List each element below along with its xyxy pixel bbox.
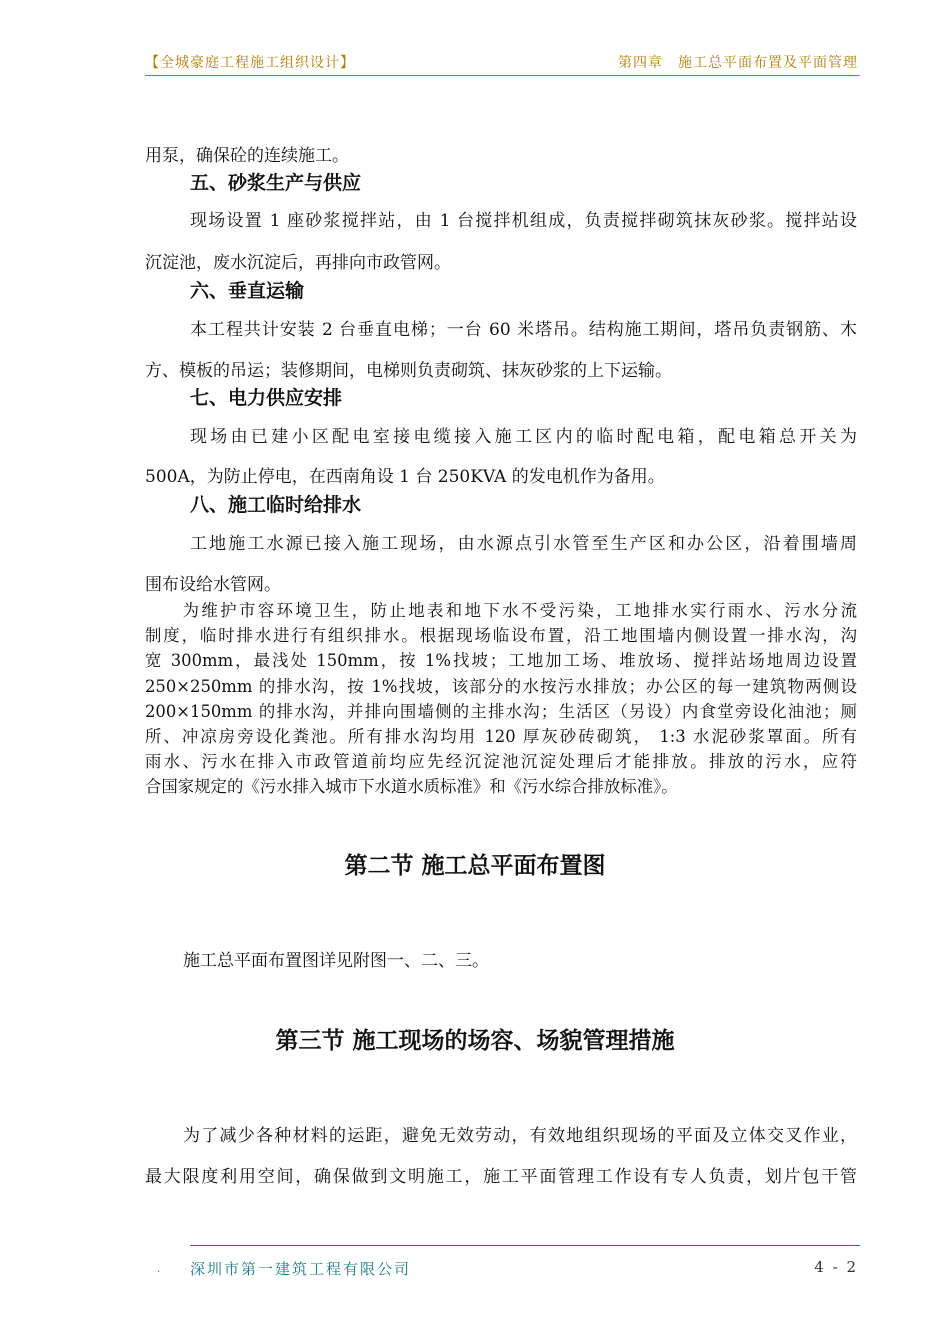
paragraph-line: 所、冲凉房旁设化粪池。所有排水沟均用 120 厚灰砂砖砌筑， 1:3 水泥砂浆罩面。所有 [145,727,857,747]
footer-company: 深圳市第一建筑工程有限公司 [190,1260,412,1278]
heading-mortar: 五、砂浆生产与供应 [190,172,362,194]
text-line: 500A，为防止停电，在西南角设 1 台 250KVA 的发电机作为备用。 [145,467,665,487]
paragraph-line: 雨水、污水在排入市政管道前均应先经沉淀池沉淀处理后才能排放。排放的污水，应符 [145,752,857,772]
footer-dot: · [157,1267,161,1278]
heading-power-supply: 七、电力供应安排 [190,387,343,409]
text-line: 方、模板的吊运；装修期间，电梯则负责砌筑、抹灰砂浆的上下运输。 [145,361,672,381]
text-line: 现场由已建小区配电室接电缆接入施工区内的临时配电箱，配电箱总开关为 [190,427,857,447]
section-3-title: 第三节 施工现场的场容、场貌管理措施 [275,1028,675,1054]
header-doc-title: 【全城豪庭工程施工组织设计】 [145,55,355,71]
text-line: 本工程共计安装 2 台垂直电梯；一台 60 米塔吊。结构施工期间，塔吊负责钢筋、木 [190,320,857,340]
heading-vertical-transport: 六、垂直运输 [190,280,305,302]
text-line: 为了减少各种材料的运距，避免无效劳动，有效地组织现场的平面及立体交叉作业， [183,1126,857,1146]
paragraph-line: 合国家规定的《污水排入城市下水道水质标准》和《污水综合排放标准》。 [145,777,678,797]
header-chapter-title: 第四章 施工总平面布置及平面管理 [618,55,858,71]
footer-divider [190,1245,860,1246]
paragraph-line: 为维护市容环境卫生，防止地表和地下水不受污染，工地排水实行雨水、污水分流 [145,601,857,620]
header-divider [145,75,860,76]
text-line: 工地施工水源已接入施工现场，由水源点引水管至生产区和办公区，沿着围墙周 [190,534,857,554]
paragraph-line: 制度，临时排水进行有组织排水。根据现场临设布置，沿工地围墙内侧设置一排水沟，沟 [145,626,857,646]
paragraph-line: 200×150mm 的排水沟，并排向围墙侧的主排水沟；生活区（另设）内食堂旁设化油池；厕 [145,701,857,721]
text-line: 用泵，确保砼的连续施工。 [145,146,349,166]
text-line: 现场设置 1 座砂浆搅拌站，由 1 台搅拌机组成，负责搅拌砌筑抹灰砂浆。搅拌站设 [190,211,857,231]
text-line: 围布设给水管网。 [145,575,281,595]
drainage-paragraph [145,598,857,800]
section-2-text: 施工总平面布置图详见附图一、二、三。 [183,951,489,971]
paragraph-line: 宽 300mm，最浅处 150mm，按 1%找坡；工地加工场、堆放场、搅拌站场地周边设置 [145,651,857,671]
paragraph-line: 250×250mm 的排水沟，按 1%找坡，该部分的水按污水排放；办公区的每一建筑物两侧设 [145,676,857,696]
section-2-title: 第二节 施工总平面布置图 [344,853,606,879]
heading-water-drainage: 八、施工临时给排水 [190,494,362,516]
text-line: 最大限度利用空间，确保做到文明施工，施工平面管理工作设有专人负责，划片包干管 [145,1167,857,1187]
text-line: 沉淀池，废水沉淀后，再排向市政管网。 [145,253,451,273]
footer-page-number: 4 - 2 [814,1258,858,1276]
